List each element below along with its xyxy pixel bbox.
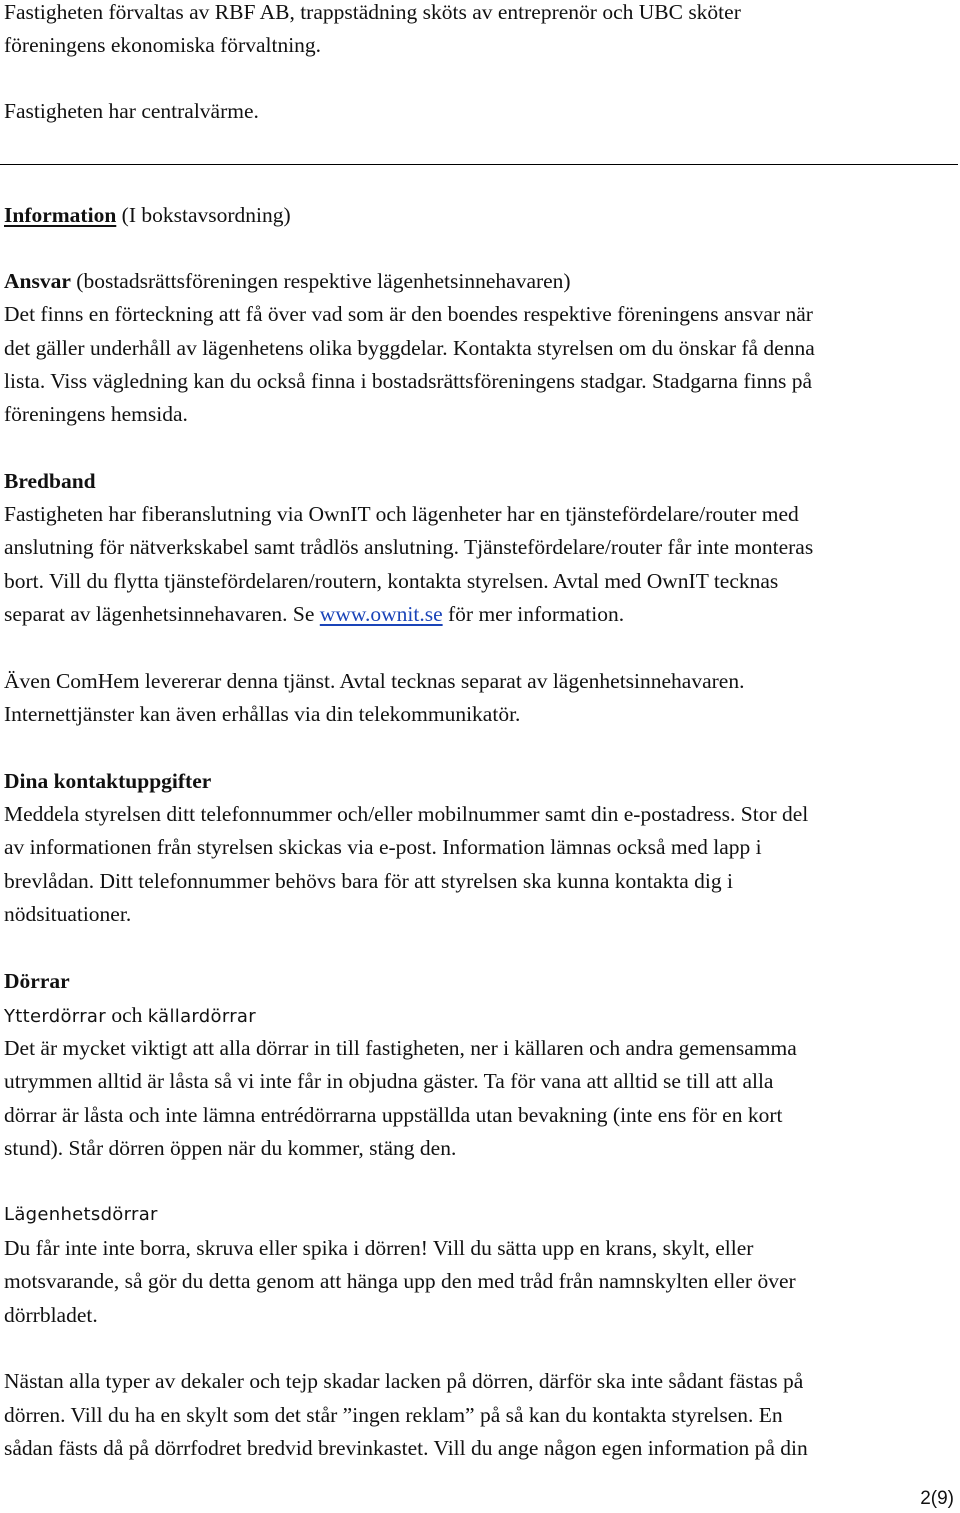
- intro-line: Fastigheten förvaltas av RBF AB, trappstädning sköts av entreprenör och UBC sköter: [4, 0, 741, 24]
- subheading-lagenhetsdorrar: Lägenhetsdörrar: [4, 1204, 158, 1225]
- paragraph-line: föreningens hemsida.: [4, 402, 188, 426]
- paragraph-line: utrymmen alltid är låsta så vi inte får in objudna gäster. Ta för vana att alltid se till att alla: [4, 1069, 774, 1093]
- paragraph-line: Det finns en förteckning att få över vad som är den boendes respektive föreningens ansvar när: [4, 302, 813, 326]
- paragraph-line: motsvarande, så gör du detta genom att hänga upp den med tråd från namnskylten eller över: [4, 1269, 796, 1293]
- paragraph-line: [4, 600, 624, 628]
- subheading-part: Ytterdörrar: [4, 1006, 106, 1027]
- text-fragment: separat av lägenhetsinnehavaren. Se: [4, 602, 320, 626]
- subheading-part: källardörrar: [147, 1006, 256, 1027]
- paragraph-line: anslutning för nätverkskabel samt trådlös anslutning. Tjänstefördelare/router får inte monteras: [4, 535, 814, 559]
- heading-title: Ansvar: [4, 269, 71, 293]
- section-heading-bredband: Bredband: [4, 469, 96, 493]
- paragraph-line: Nästan alla typer av dekaler och tejp skadar lacken på dörren, därför ska inte sådant fästas på: [4, 1369, 804, 1393]
- section-heading-information: [4, 201, 291, 229]
- paragraph-line: brevlådan. Ditt telefonnummer behövs bara för att styrelsen ska kunna kontakta dig i: [4, 869, 733, 893]
- ownit-link[interactable]: www.ownit.se: [319, 602, 443, 626]
- section-heading-ansvar: [4, 267, 571, 295]
- heading-title: Information: [4, 203, 117, 227]
- paragraph-line: bort. Vill du flytta tjänstefördelaren/routern, kontakta styrelsen. Avtal med OwnIT tecknas: [4, 569, 779, 593]
- paragraph-line: sådan fästs då på dörrfodret bredvid brevinkastet. Vill du ange någon egen information på din: [4, 1436, 808, 1460]
- paragraph-line: dörren. Vill du ha en skylt som det står ”ingen reklam” på så kan du kontakta styrelsen. En: [4, 1403, 783, 1427]
- heading-suffix: (bostadsrättsföreningen respektive lägenhetsinnehavaren): [70, 269, 571, 293]
- paragraph-line: lista. Viss vägledning kan du också finna i bostadsrättsföreningens stadgar. Stadgarna finns på: [4, 369, 812, 393]
- section-heading-dorrar: Dörrar: [4, 969, 70, 993]
- paragraph-line: Det är mycket viktigt att alla dörrar in till fastigheten, ner i källaren och andra gemensamma: [4, 1036, 797, 1060]
- page-number: 2(9): [920, 1488, 954, 1509]
- paragraph-line: av informationen från styrelsen skickas via e-post. Information lämnas också med lapp i: [4, 835, 762, 859]
- paragraph-line: Meddela styrelsen ditt telefonnummer och/eller mobilnummer samt din e-postadress. Stor del: [4, 802, 809, 826]
- paragraph-line: dörrbladet.: [4, 1303, 98, 1327]
- paragraph-line: Internettjänster kan även erhållas via din telekommunikatör.: [4, 702, 521, 726]
- section-heading-kontakt: Dina kontaktuppgifter: [4, 769, 212, 793]
- subheading-ytterdorrar: [4, 1001, 256, 1031]
- intro-line: Fastigheten har centralvärme.: [4, 99, 259, 123]
- paragraph-line: stund). Står dörren öppen när du kommer, stäng den.: [4, 1136, 457, 1160]
- subheading-part: och: [105, 1003, 148, 1027]
- paragraph-line: nödsituationer.: [4, 902, 132, 926]
- heading-suffix: (I bokstavsordning): [116, 203, 291, 227]
- paragraph-line: Även ComHem levererar denna tjänst. Avtal tecknas separat av lägenhetsinnehavaren.: [4, 669, 745, 693]
- paragraph-line: dörrar är låsta och inte lämna entrédörrarna uppställda utan bevakning (inte ens för en kort: [4, 1103, 783, 1127]
- horizontal-divider: [0, 164, 958, 165]
- intro-line: föreningens ekonomiska förvaltning.: [4, 33, 322, 57]
- paragraph-line: Fastigheten har fiberanslutning via OwnIT och lägenheter har en tjänstefördelare/router med: [4, 502, 799, 526]
- paragraph-line: Du får inte inte borra, skruva eller spika i dörren! Vill du sätta upp en krans, skylt, eller: [4, 1236, 754, 1260]
- text-fragment: för mer information.: [442, 602, 625, 626]
- paragraph-line: det gäller underhåll av lägenhetens olika byggdelar. Kontakta styrelsen om du önskar få denna: [4, 336, 815, 360]
